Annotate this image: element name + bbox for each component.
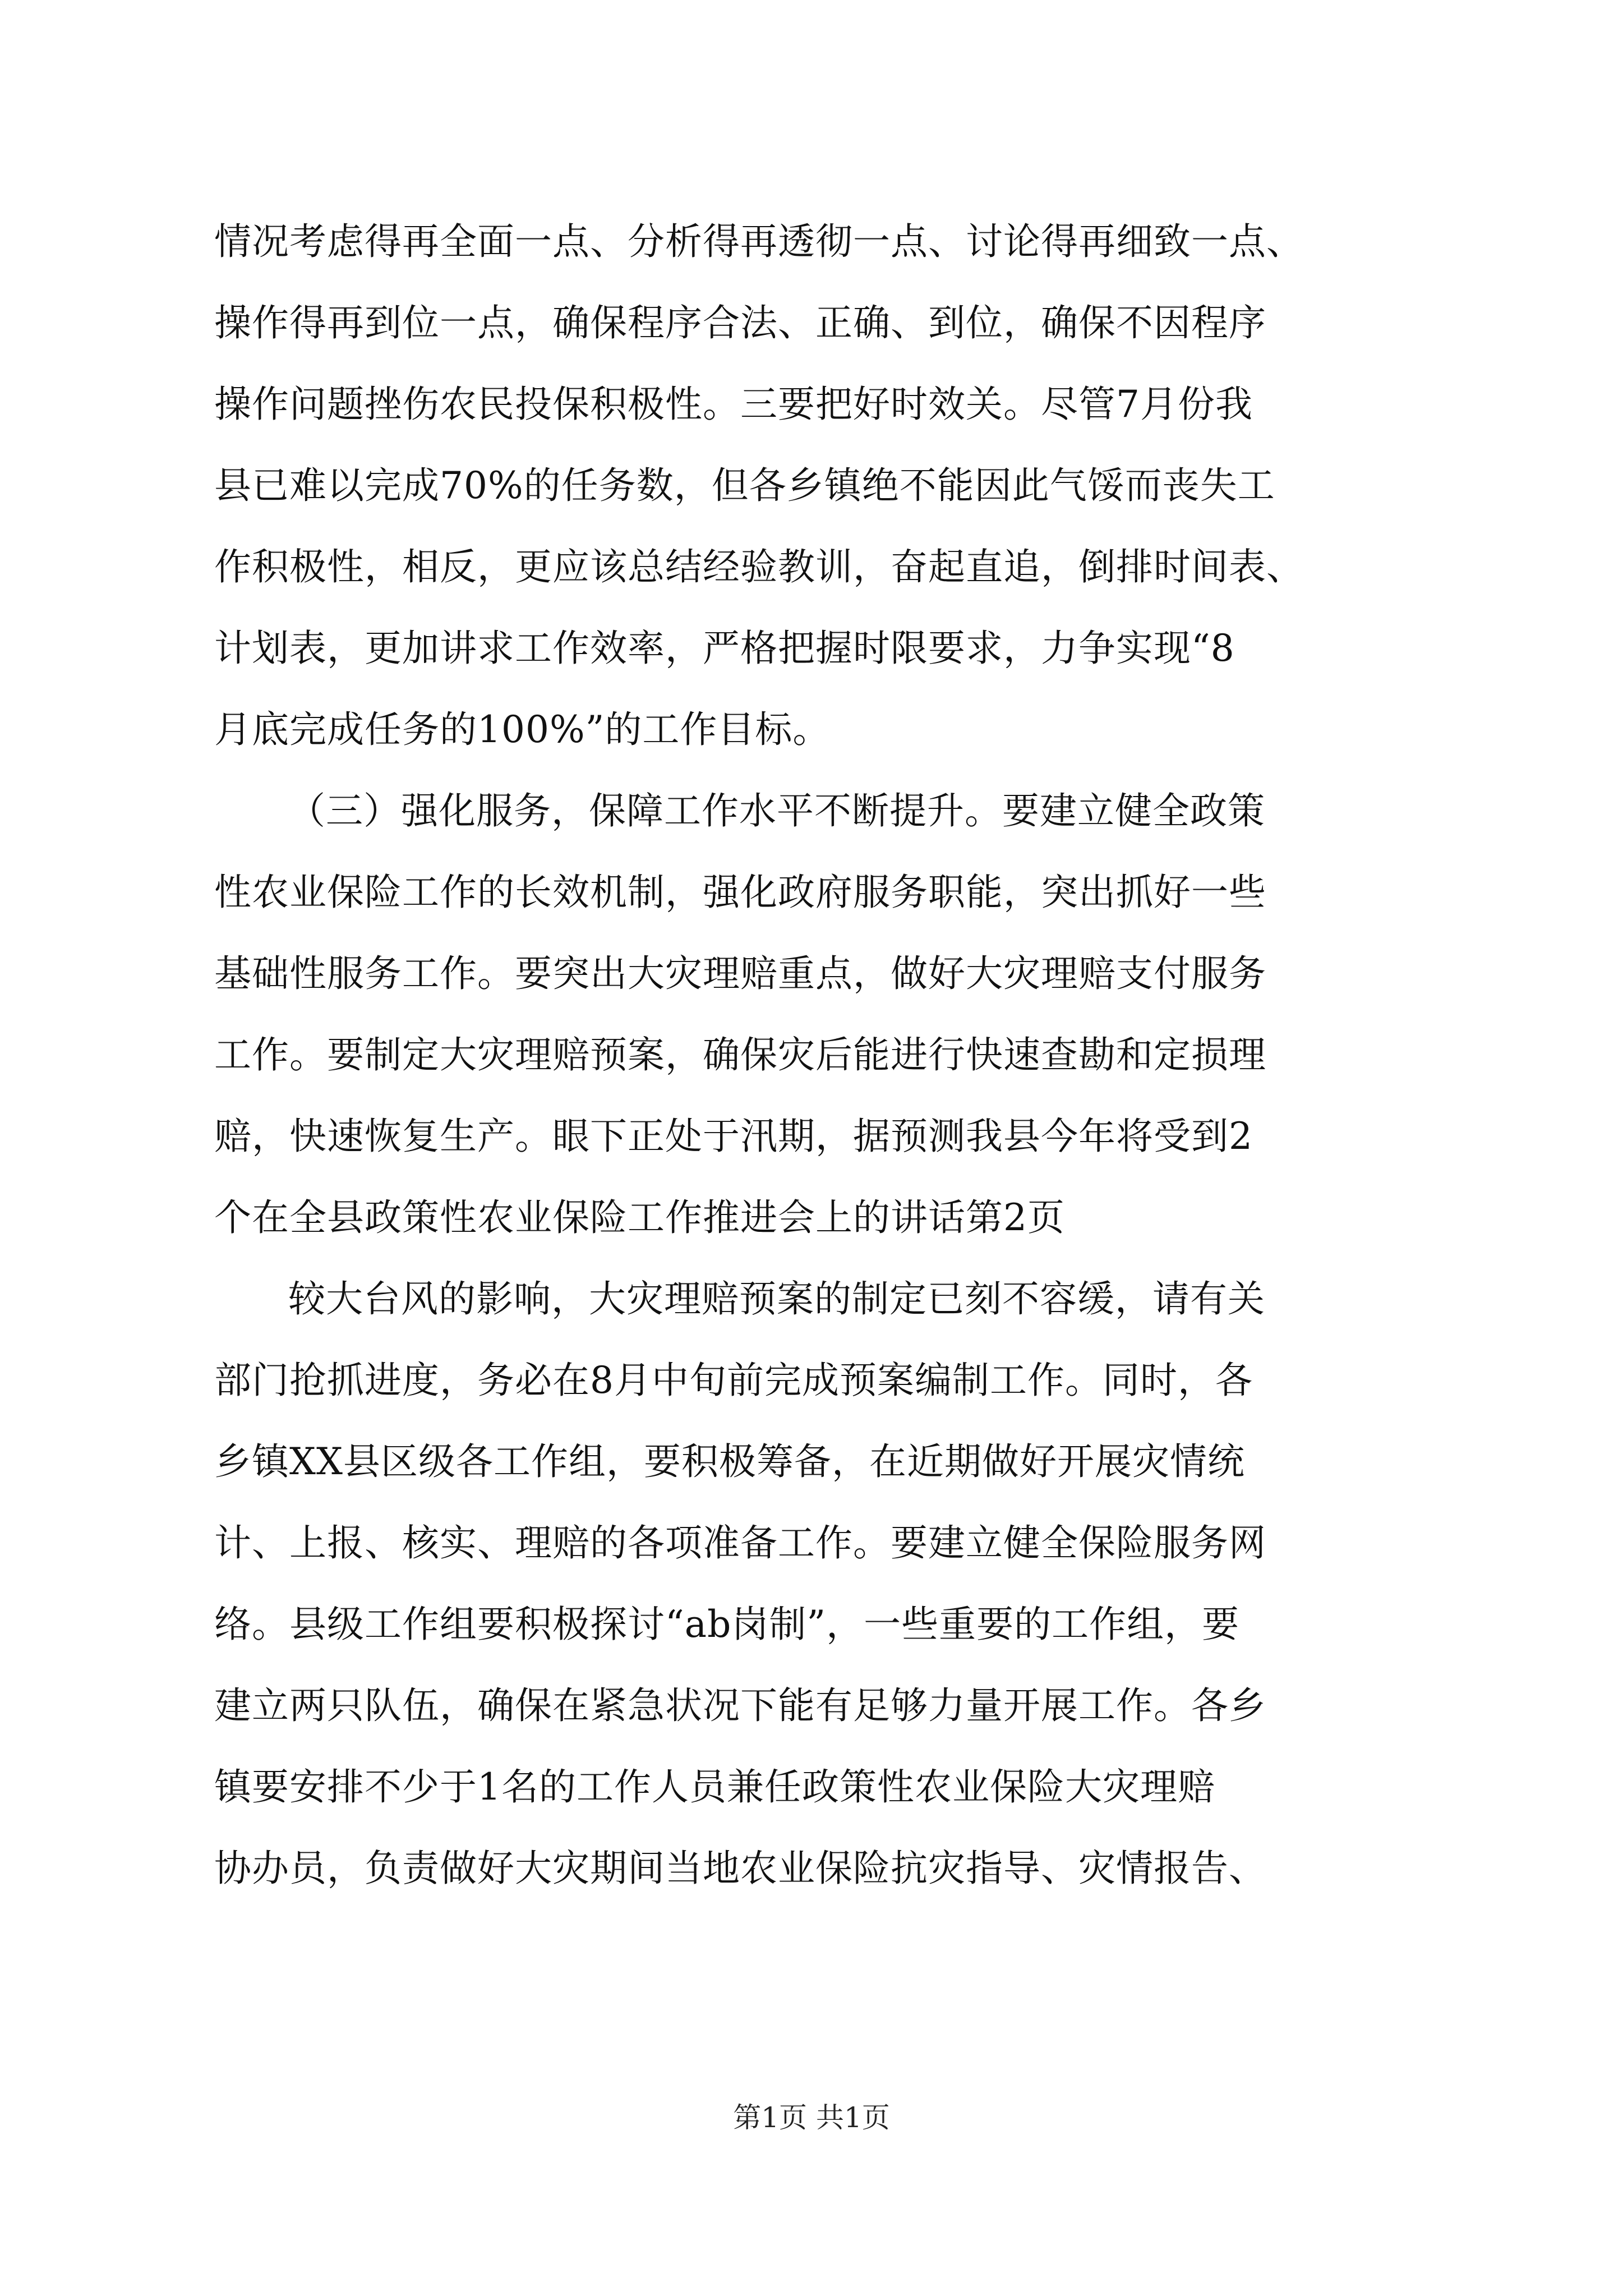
paragraph-first-line: 较大台风的影响，大灾理赔预案的制定已刻不容缓，请有关 [288, 1277, 1265, 1320]
text-line: 工作。要制定大灾理赔预案，确保灾后能进行快速查勘和定损理 [214, 1033, 1266, 1076]
text-line: 个在全县政策性农业保险工作推进会上的讲话第2页 [214, 1196, 1065, 1239]
text-line: 操作问题挫伤农民投保积极性。三要把好时效关。尽管7月份我 [214, 383, 1253, 426]
text-line: 计划表，更加讲求工作效率，严格把握时限要求，力争实现“8 [214, 627, 1235, 670]
text-line: 县已难以完成70%的任务数，但各乡镇绝不能因此气馁而丧失工 [214, 464, 1275, 507]
paragraph-first-line: （三）强化服务，保障工作水平不断提升。要建立健全政策 [288, 789, 1265, 832]
text-line: 计、上报、核实、理赔的各项准备工作。要建立健全保险服务网 [214, 1521, 1266, 1565]
text-line: 乡镇XX县区级各工作组，要积极筹备，在近期做好开展灾情统 [214, 1440, 1245, 1483]
text-line: 部门抢抓进度，务必在8月中旬前完成预案编制工作。同时，各 [214, 1359, 1253, 1402]
text-line: 情况考虑得再全面一点、分析得再透彻一点、讨论得再细致一点、 [214, 220, 1304, 263]
text-line: 月底完成任务的100%”的工作目标。 [214, 708, 831, 751]
text-line: 协办员，负责做好大灾期间当地农业保险抗灾指导、灾情报告、 [214, 1847, 1266, 1890]
document-body [214, 201, 1414, 1909]
text-line: 建立两只队伍，确保在紧急状况下能有足够力量开展工作。各乡 [214, 1684, 1266, 1727]
text-line: 赔，快速恢复生产。眼下正处于汛期，据预测我县今年将受到2 [214, 1115, 1253, 1158]
page-number-label: 第1页 共1页 [733, 2101, 890, 2134]
text-line: 性农业保险工作的长效机制，强化政府服务职能，突出抓好一些 [214, 871, 1266, 914]
text-line: 作积极性，相反，更应该总结经验教训，奋起直追，倒排时间表、 [214, 545, 1304, 588]
text-line: 络。县级工作组要积极探讨“ab岗制”，一些重要的工作组，要 [214, 1603, 1240, 1646]
text-line: 镇要安排不少于1名的工作人员兼任政策性农业保险大灾理赔 [214, 1765, 1215, 1809]
page-footer [0, 2098, 1623, 2137]
text-line: 基础性服务工作。要突出大灾理赔重点，做好大灾理赔支付服务 [214, 952, 1266, 995]
text-line: 操作得再到位一点，确保程序合法、正确、到位，确保不因程序 [214, 301, 1266, 344]
